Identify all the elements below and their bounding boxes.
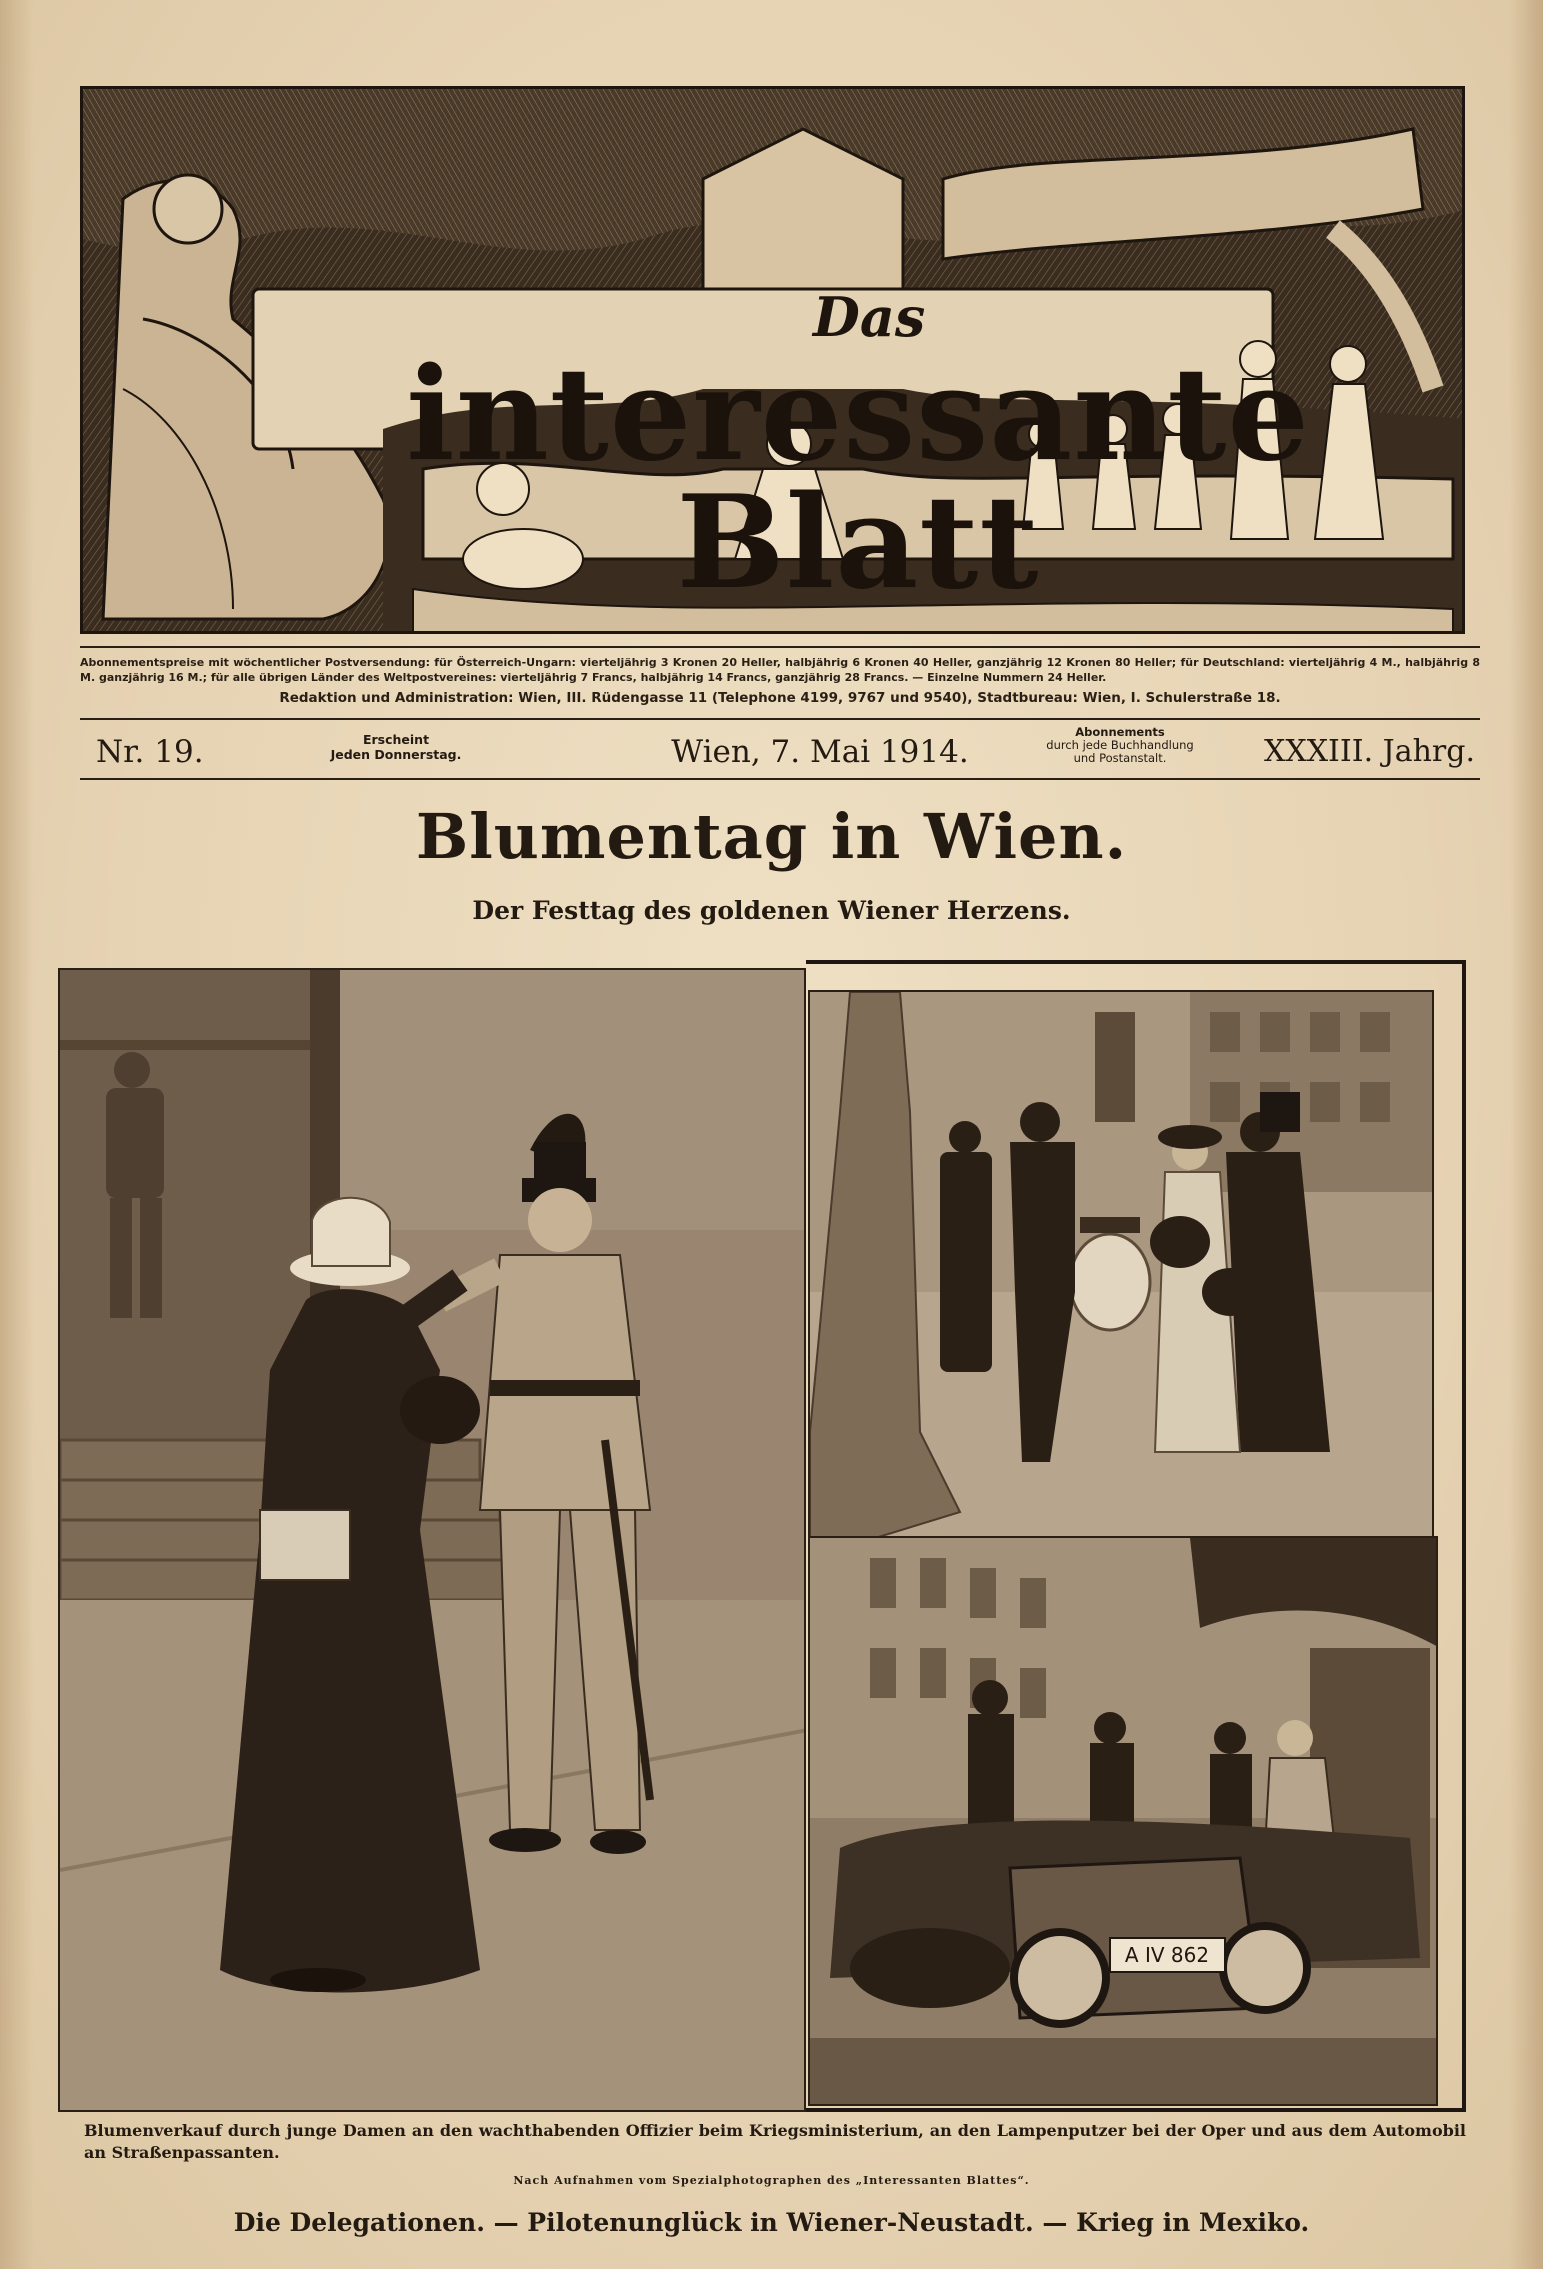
photo-automobile-scene xyxy=(810,1538,1438,2106)
issue-date: Wien, 7. Mai 1914. xyxy=(671,734,969,770)
photo-caption: Blumenverkauf durch junge Damen an den wachthabenden Offizier beim Kriegsministerium, an den Lampenputzer bei der Oper und aus dem Automobil an Straßenpassanten. xyxy=(84,2121,1466,2162)
editorial-address: Redaktion und Administration: Wien, III. Rüdengasse 11 (Telephone 4199, 9767 und 9540), Stadtbureau: Wien, I. Schulerstraße 18. xyxy=(279,690,1281,706)
photo-credit: Nach Aufnahmen vom Spezialphotographen des „Interessanten Blattes“. xyxy=(513,2174,1030,2187)
subscription-note-line-2: durch jede Buchhandlung xyxy=(1046,738,1194,752)
license-plate: A IV 862 xyxy=(1124,1943,1210,1967)
subscription-note xyxy=(1030,726,1210,765)
schedule-line-2: Jeden Donnerstag. xyxy=(330,747,462,762)
photo-automobile xyxy=(808,1536,1438,2106)
subheadline: Der Festtag des goldenen Wiener Herzens. xyxy=(472,896,1071,925)
subscription-note-line-1: Abonnements xyxy=(1075,725,1165,739)
headline: Blumentag in Wien. xyxy=(415,800,1128,873)
issue-number: Nr. 19. xyxy=(96,734,204,770)
issue-contents: Die Delegationen. — Pilotenunglück in Wiener-Neustadt. — Krieg in Mexiko. xyxy=(233,2208,1310,2237)
rule-mid xyxy=(80,718,1480,720)
rule-bottom xyxy=(80,778,1480,780)
photo-officer-scene xyxy=(60,970,806,2112)
paper-edge-right xyxy=(1509,0,1543,2269)
publication-schedule xyxy=(276,732,516,762)
photo-lamplighter-scene xyxy=(810,992,1434,1556)
issue-bar xyxy=(80,722,1480,778)
masthead-title-das: Das xyxy=(813,285,926,349)
photo-collage xyxy=(56,960,1466,2115)
subscription-prices: Abonnementspreise mit wöchentlicher Postversendung: für Österreich-Ungarn: vierteljährig 3 Kronen 20 Heller, halbjährig 6 Kronen 40 Heller, ganzjährig 12 Kronen 80 Heller; für Deutschland: vierteljährig 4 M., halbjährig 8 M. ganzjährig 16 M.; für alle übrigen Länder des Weltpostvereines: vierteljährig 7 Francs, halbjährig 14 Francs, ganzjährig 28 Francs. — Einzelne Nummern 24 Heller. xyxy=(80,656,1480,684)
paper-edge-left xyxy=(0,0,34,2269)
photo-officer xyxy=(58,968,806,2112)
masthead-title: interessante Blatt xyxy=(406,340,1310,618)
volume-year: XXXIII. Jahrg. xyxy=(1263,734,1475,769)
schedule-line-1: Erscheint xyxy=(362,732,430,747)
masthead-illustration xyxy=(80,86,1465,634)
subscription-note-line-3: und Postanstalt. xyxy=(1073,751,1167,765)
rule-top xyxy=(80,646,1480,648)
photo-lamplighter xyxy=(808,990,1434,1556)
